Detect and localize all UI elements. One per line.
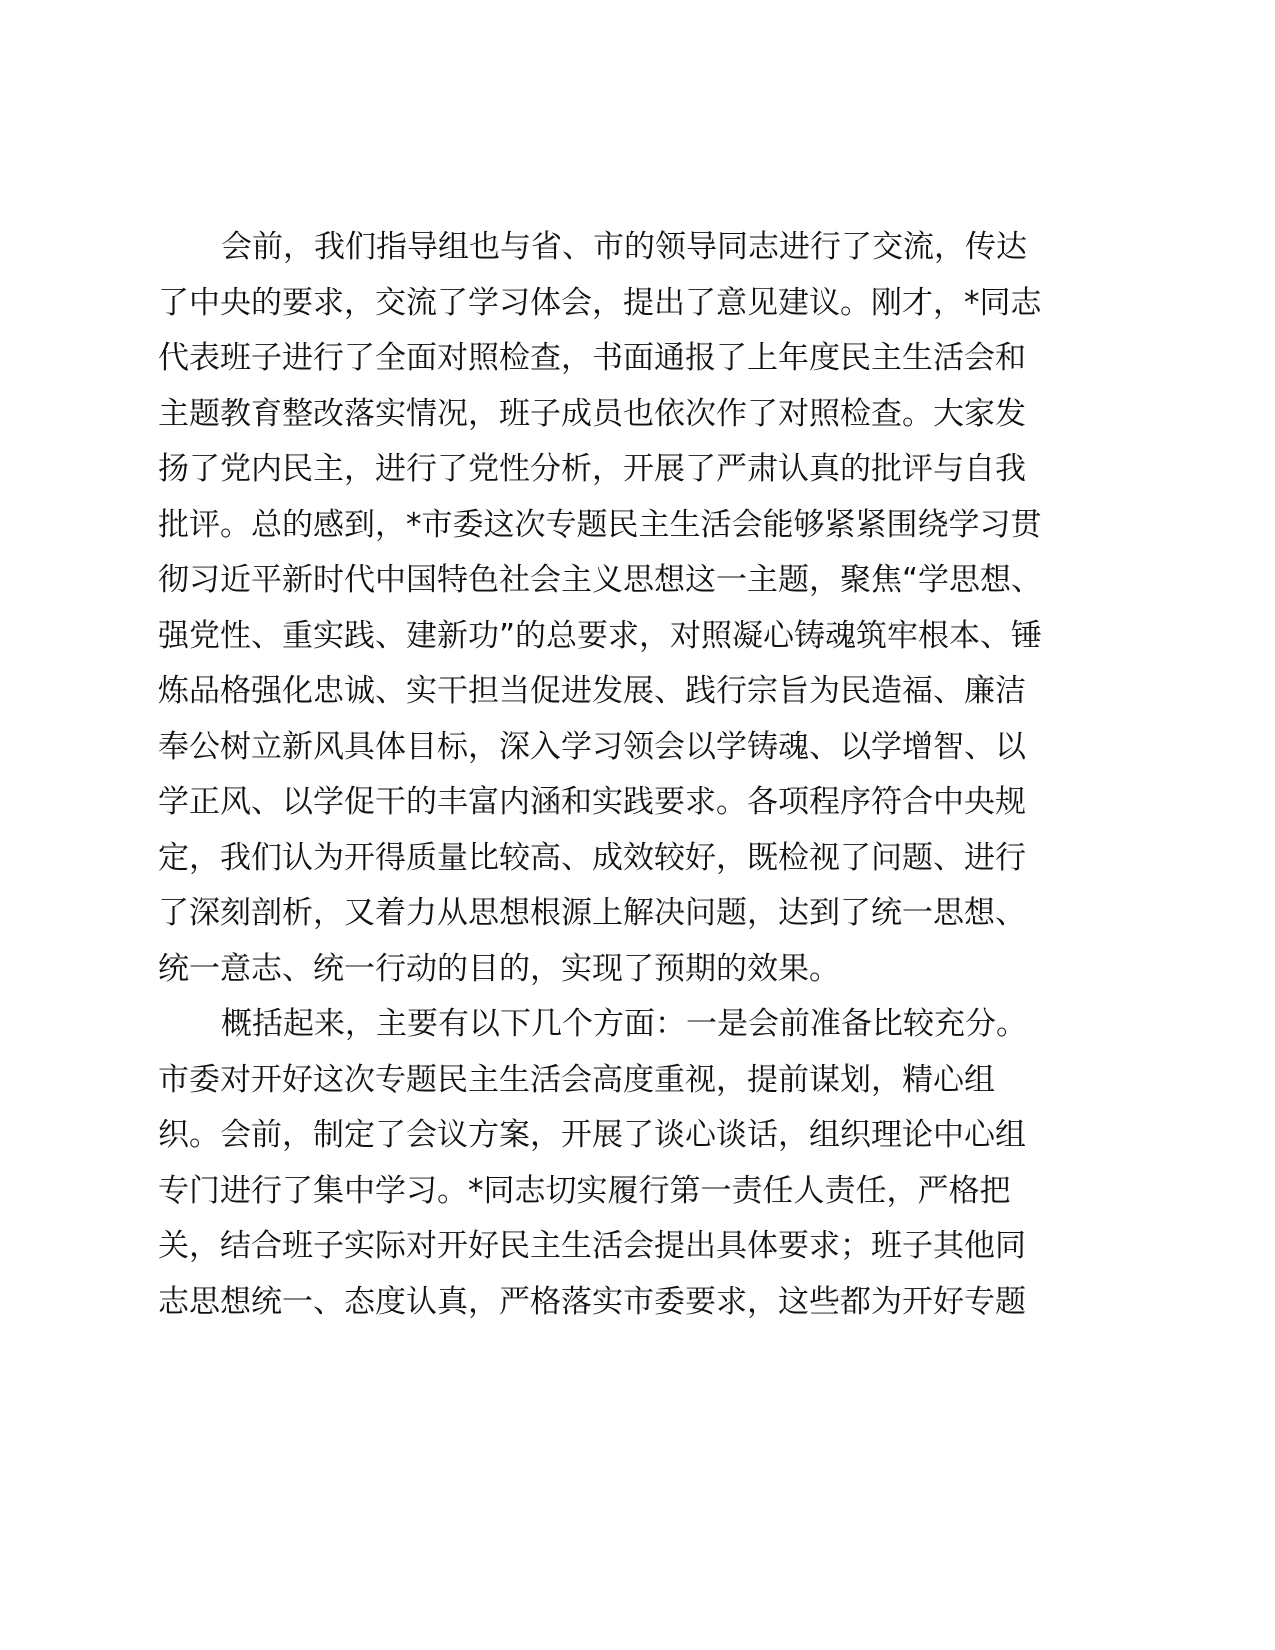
document-body [158,220,1078,1330]
text-line: 志思想统一、态度认真，严格落实市委要求，这些都为开好专题 [158,1283,1026,1320]
text-line: 批评。总的感到，*市委这次专题民主生活会能够紧紧围绕学习贯 [158,506,1042,543]
text-line: 奉公树立新风具体目标，深入学习领会以学铸魂、以学增智、以 [158,728,1026,765]
text-line: 会前，我们指导组也与省、市的领导同志进行了交流，传达 [221,229,1027,265]
text-line: 了深刻剖析，又着力从思想根源上解决问题，达到了统一思想、 [158,895,1026,931]
text-line: 了中央的要求，交流了学习体会，提出了意见建议。刚才，*同志 [158,284,1042,321]
text-line: 专门进行了集中学习。*同志切实履行第一责任人责任，严格把 [158,1172,1011,1209]
text-line: 强党性、重实践、建新功”的总要求，对照凝心铸魂筑牢根本、锤 [158,617,1043,654]
text-line: 扬了党内民主，进行了党性分析，开展了严肃认真的批评与自我 [158,451,1026,487]
text-line: 代表班子进行了全面对照检查，书面通报了上年度民主生活会和 [158,340,1026,376]
text-line: 织。会前，制定了会议方案，开展了谈心谈话，组织理论中心组 [158,1117,1026,1153]
paragraph-2 [158,997,1078,1330]
paragraph-1 [158,220,1078,997]
text-line: 市委对开好这次专题民主生活会高度重视，提前谋划，精心组 [158,1061,995,1098]
text-line: 定，我们认为开得质量比较高、成效较好，既检视了问题、进行 [158,839,1026,876]
text-line: 主题教育整改落实情况，班子成员也依次作了对照检查。大家发 [158,395,1026,432]
text-line: 炼品格强化忠诚、实干担当促进发展、践行宗旨为民造福、廉洁 [158,673,1026,709]
text-line: 概括起来，主要有以下几个方面：一是会前准备比较充分。 [221,1006,1027,1042]
text-line: 统一意志、统一行动的目的，实现了预期的效果。 [158,950,840,987]
text-line: 关，结合班子实际对开好民主生活会提出具体要求；班子其他同 [158,1228,1026,1264]
text-line: 学正风、以学促干的丰富内涵和实践要求。各项程序符合中央规 [158,784,1026,820]
text-line: 彻习近平新时代中国特色社会主义思想这一主题，聚焦“学思想、 [158,562,1043,598]
